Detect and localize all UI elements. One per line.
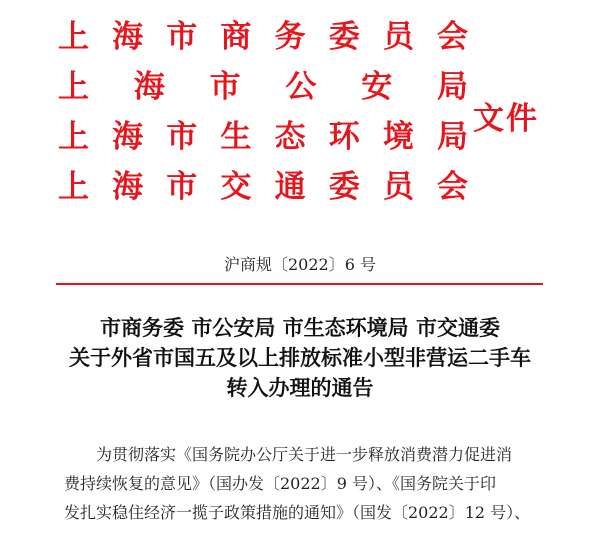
title-line-1: 市商务委 市公安局 市生态环境局 市交通委 <box>100 315 500 340</box>
issuer-char: 环 <box>328 119 360 155</box>
issuer-char: 上 <box>58 19 89 55</box>
issuer-char: 局 <box>436 69 468 105</box>
red-divider-line <box>56 283 543 285</box>
issuer-char: 会 <box>436 19 468 55</box>
issuer-char: 员 <box>382 169 414 205</box>
document-type-suffix: 文件 <box>473 101 539 137</box>
issuer-char: 市 <box>166 119 198 155</box>
document-title <box>0 313 600 403</box>
title-line-3: 转入办理的通告 <box>226 375 374 400</box>
issuer-char: 市 <box>166 19 198 55</box>
issuer-char: 公 <box>285 69 317 105</box>
issuer-char: 局 <box>436 119 468 155</box>
issuer-line <box>58 12 468 62</box>
issuer-char: 海 <box>112 169 144 205</box>
document-body <box>64 440 550 527</box>
issuer-char: 海 <box>112 19 144 55</box>
issuer-char: 市 <box>209 69 241 105</box>
issuer-char: 生 <box>220 119 252 155</box>
issuer-char: 通 <box>274 169 306 205</box>
issuer-char: 商 <box>220 19 252 55</box>
body-line-2: 费持续恢复的意见》（国办发〔2022〕9 号）、《国务院关于印 <box>64 474 496 493</box>
title-line-2: 关于外省市国五及以上排放标准小型非营运二手车 <box>69 345 531 370</box>
issuer-char: 委 <box>328 169 360 205</box>
issuer-char: 态 <box>274 119 306 155</box>
issuer-char: 委 <box>328 19 360 55</box>
issuer-line <box>58 162 468 212</box>
body-line-3: 发扎实稳住经济一揽子政策措施的通知》（国发〔2022〕12 号）、 <box>64 503 531 522</box>
issuer-block <box>58 12 468 212</box>
issuer-char: 交 <box>220 169 252 205</box>
body-line-1: 为贯彻落实《国务院办公厅关于进一步释放消费潜力促进消 <box>96 445 513 464</box>
issuer-char: 上 <box>58 69 89 105</box>
issuer-char: 上 <box>58 119 89 155</box>
issuer-char: 员 <box>382 19 414 55</box>
issuer-char: 务 <box>274 19 306 55</box>
issuer-char: 境 <box>382 119 414 155</box>
issuer-char: 海 <box>133 69 165 105</box>
issuer-char: 市 <box>166 169 198 205</box>
issuer-line <box>58 62 468 112</box>
issuer-char: 上 <box>58 169 89 205</box>
issuer-char: 安 <box>361 69 393 105</box>
issuer-line <box>58 112 468 162</box>
document-number: 沪商规〔2022〕6 号 <box>224 255 376 274</box>
issuer-char: 会 <box>436 169 468 205</box>
issuer-char: 海 <box>112 119 144 155</box>
